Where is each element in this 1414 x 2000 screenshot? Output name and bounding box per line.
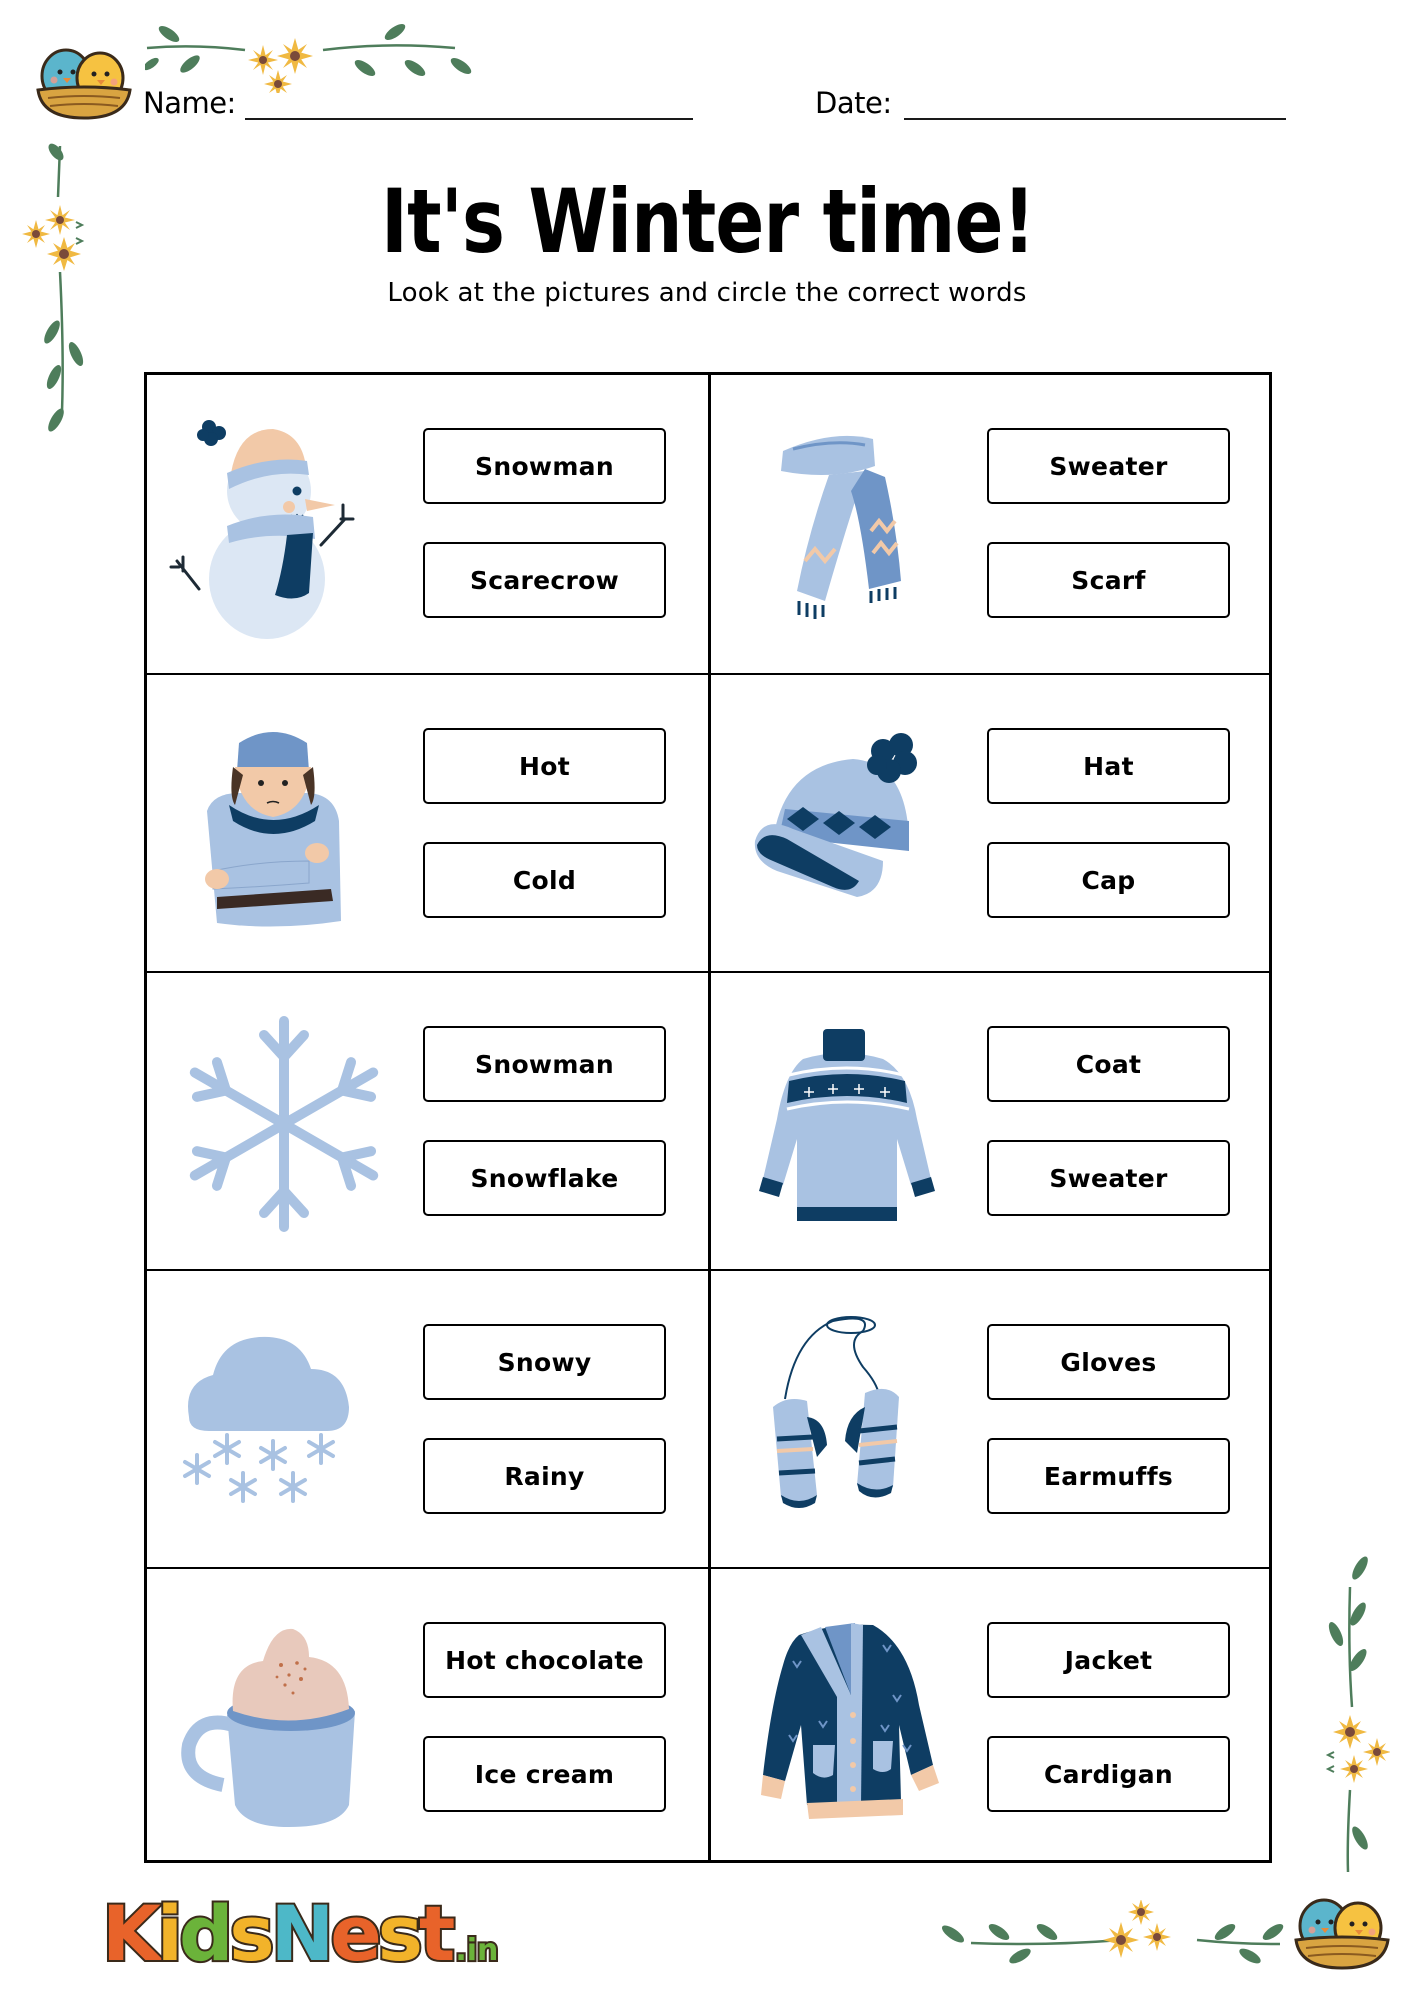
logo-letter: e bbox=[330, 1889, 378, 1978]
option-scarecrow[interactable]: Scarecrow bbox=[423, 542, 666, 618]
option-scarf[interactable]: Scarf bbox=[987, 542, 1230, 618]
option-cardigan[interactable]: Cardigan bbox=[987, 1736, 1230, 1812]
flower-garland-top-icon bbox=[145, 18, 485, 93]
birds-nest-icon bbox=[32, 38, 136, 122]
question-cell-snowman bbox=[147, 375, 708, 673]
worksheet-row bbox=[147, 673, 1269, 973]
name-label: Name: bbox=[143, 86, 236, 120]
logo-letter: i bbox=[156, 1889, 179, 1978]
worksheet-grid bbox=[144, 372, 1272, 1863]
cold-person-icon bbox=[169, 711, 399, 941]
beanie-hat-icon bbox=[733, 711, 963, 941]
kidsnest-logo bbox=[102, 1889, 499, 1978]
option-snowman[interactable]: Snowman bbox=[423, 1026, 666, 1102]
logo-letter: N bbox=[270, 1889, 331, 1978]
option-cap[interactable]: Cap bbox=[987, 842, 1230, 918]
option-sweater[interactable]: Sweater bbox=[987, 1140, 1230, 1216]
logo-tld: .in bbox=[455, 1933, 499, 1968]
option-ice-cream[interactable]: Ice cream bbox=[423, 1736, 666, 1812]
hot-chocolate-icon bbox=[169, 1605, 399, 1835]
question-cell-mittens bbox=[711, 1271, 1272, 1569]
question-cell-snowflake bbox=[147, 973, 708, 1271]
question-cell-beanie bbox=[711, 675, 1272, 973]
question-cell-cardigan bbox=[711, 1569, 1272, 1867]
logo-letter: d bbox=[178, 1889, 230, 1978]
flower-garland-bottom-icon bbox=[935, 1900, 1285, 1970]
option-hat[interactable]: Hat bbox=[987, 728, 1230, 804]
logo-letter: s bbox=[229, 1889, 271, 1978]
option-snowflake[interactable]: Snowflake bbox=[423, 1140, 666, 1216]
option-gloves[interactable]: Gloves bbox=[987, 1324, 1230, 1400]
page-title: It's Winter time! bbox=[381, 170, 1035, 273]
worksheet-row bbox=[147, 375, 1269, 673]
flower-vine-right-icon bbox=[1320, 1552, 1390, 1882]
worksheet-row bbox=[147, 1269, 1269, 1569]
worksheet-row bbox=[147, 971, 1269, 1271]
option-hot-chocolate[interactable]: Hot chocolate bbox=[423, 1622, 666, 1698]
name-field[interactable] bbox=[245, 118, 693, 120]
date-label: Date: bbox=[815, 86, 892, 120]
sweater-icon bbox=[733, 1009, 963, 1239]
option-hot[interactable]: Hot bbox=[423, 728, 666, 804]
instructions-text: Look at the pictures and circle the correct words bbox=[387, 278, 1027, 308]
option-snowy[interactable]: Snowy bbox=[423, 1324, 666, 1400]
logo-letter: s bbox=[377, 1889, 420, 1978]
birds-nest-icon bbox=[1290, 1888, 1394, 1972]
question-cell-cold-person bbox=[147, 675, 708, 973]
option-coat[interactable]: Coat bbox=[987, 1026, 1230, 1102]
scarf-icon bbox=[733, 411, 963, 641]
logo-letter: t bbox=[419, 1889, 452, 1978]
question-cell-snow-cloud bbox=[147, 1271, 708, 1569]
date-field[interactable] bbox=[904, 118, 1286, 120]
cardigan-icon bbox=[733, 1605, 963, 1835]
option-jacket[interactable]: Jacket bbox=[987, 1622, 1230, 1698]
option-cold[interactable]: Cold bbox=[423, 842, 666, 918]
option-sweater[interactable]: Sweater bbox=[987, 428, 1230, 504]
question-cell-scarf bbox=[711, 375, 1272, 673]
option-earmuffs[interactable]: Earmuffs bbox=[987, 1438, 1230, 1514]
option-rainy[interactable]: Rainy bbox=[423, 1438, 666, 1514]
snow-cloud-icon bbox=[169, 1307, 399, 1537]
mittens-icon bbox=[733, 1307, 963, 1537]
snowflake-icon bbox=[169, 1009, 399, 1239]
worksheet-row bbox=[147, 1567, 1269, 1867]
question-cell-hot-chocolate bbox=[147, 1569, 708, 1867]
logo-letter: K bbox=[102, 1889, 157, 1978]
snowman-icon bbox=[169, 411, 399, 641]
question-cell-sweater bbox=[711, 973, 1272, 1271]
option-snowman[interactable]: Snowman bbox=[423, 428, 666, 504]
